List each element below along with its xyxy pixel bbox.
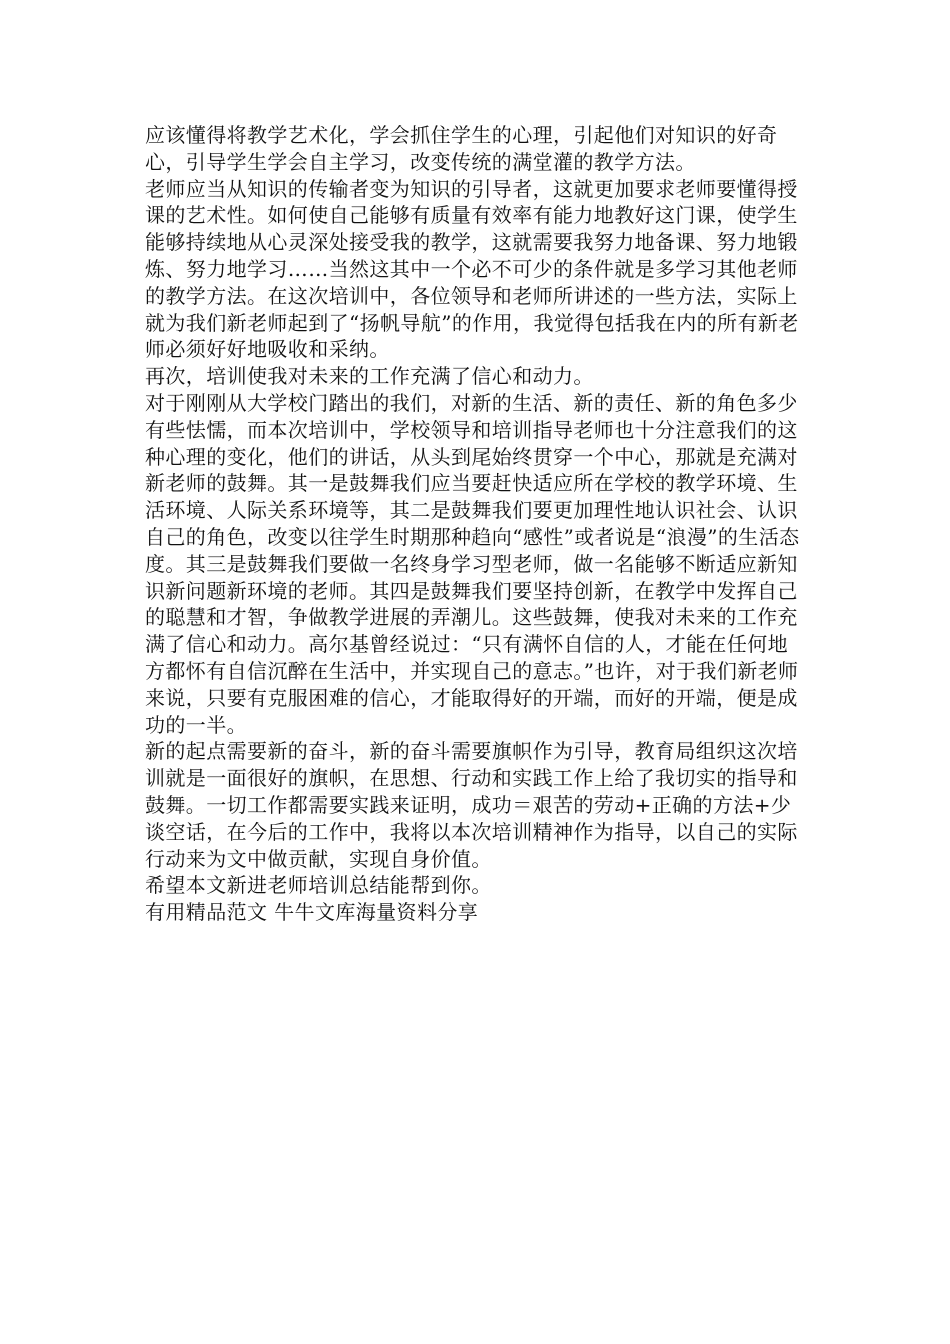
paragraph-teacher-role: 老师应当从知识的传输者变为知识的引导者，这就更加要求老师要懂得授课的艺术性。如何使自己能够有质量有效率有能力地教好这门课，使学生能够持续地从心灵深处接受我的教学，这就需要我努力地备课、努力地锻炼、努力地学习……当然这其中一个必不可少的条件就是多学习其他老师的教学方法。在这次培训中，各位领导和老师所讲述的一些方法，实际上就为我们新老师起到了“扬帆导航”的作用，我觉得包括我在内的所有新老师必须好好地吸收和采纳。 xyxy=(145,176,799,362)
paragraph-closing-wish: 希望本文新进老师培训总结能帮到你。 xyxy=(145,873,492,898)
document-body xyxy=(145,122,807,926)
paragraph-encouragement: 对于刚刚从大学校门踏出的我们，对新的生活、新的责任、新的角色多少有些怯懦，而本次培训中，学校领导和培训指导老师也十分注意我们的这种心理的变化，他们的讲话，从头到尾始终贯穿一个中心，那就是充满对新老师的鼓舞。其一是鼓舞我们应当要赶快适应所在学校的教学环境、生活环境、人际关系环境等，其二是鼓舞我们要更加理性地认识社会、认识自己的角色，改变以往学生时期那种趋向“感性”或者说是“浪漫”的生活态度。其三是鼓舞我们要做一名终身学习型老师，做一名能够不断适应新知识新问题新环境的老师。其四是鼓舞我们要坚持创新，在教学中发挥自己的聪慧和才智，争做教学进展的弄潮儿。这些鼓舞，使我对未来的工作充满了信心和动力。高尔基曾经说过：“只有满怀自信的人，才能在任何地方都怀有自信沉醉在生活中，并实现自己的意志。”也许，对于我们新老师来说，只要有克服困难的信心，才能取得好的开端，而好的开端，便是成功的一半。 xyxy=(145,390,800,737)
paragraph-new-start: 新的起点需要新的奋斗，新的奋斗需要旗帜作为引导，教育局组织这次培训就是一面很好的旗帜，在思想、行动和实践工作上给了我切实的指导和鼓舞。一切工作都需要实践来证明，成功＝艰苦的劳动+正确的方法+少谈空话，在今后的工作中，我将以本次培训精神作为指导，以自己的实际行动来为文中做贡献，实现自身价值。 xyxy=(145,739,798,871)
paragraph-teaching-art: 应该懂得将教学艺术化，学会抓住学生的心理，引起他们对知识的好奇心，引导学生学会自主学习，改变传统的满堂灌的教学方法。 xyxy=(145,123,778,174)
paragraph-confidence: 再次，培训使我对未来的工作充满了信心和动力。 xyxy=(145,364,594,389)
paragraph-footer-note: 有用精品范文 牛牛文库海量资料分享 xyxy=(145,900,479,925)
